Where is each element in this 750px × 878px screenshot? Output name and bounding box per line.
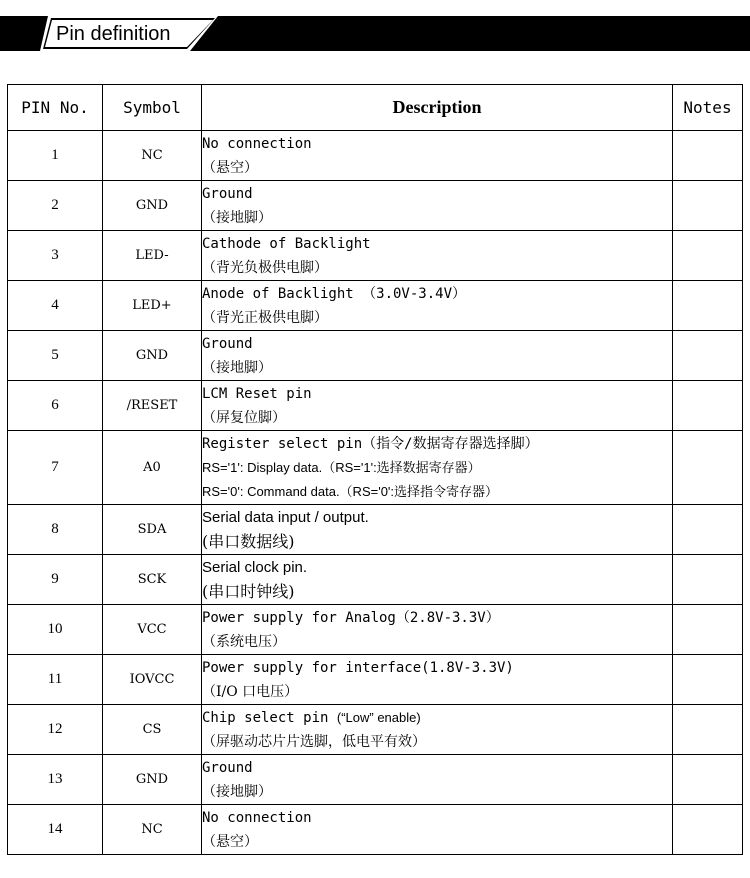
pin-description: [202, 705, 673, 755]
description-line: （屏驱动芯片片选脚，低电平有效）: [202, 733, 426, 750]
pin-notes: [673, 131, 743, 181]
pin-description: [202, 131, 673, 181]
description-line: Register select pin（指令/数据寄存器选择脚）: [202, 435, 539, 452]
description-line: Ground: [202, 185, 253, 202]
col-header-symbol: Symbol: [103, 85, 202, 131]
pin-notes: [673, 555, 743, 605]
description-line: (串口数据线): [202, 531, 295, 551]
col-header-pin-no: PIN No.: [8, 85, 103, 131]
pin-number: 2: [8, 181, 103, 231]
page-title: Pin definition: [56, 23, 171, 45]
table-row: [8, 331, 743, 381]
description-line: （I/O 口电压）: [202, 683, 299, 700]
col-header-notes: Notes: [673, 85, 743, 131]
description-line: Serial clock pin.: [202, 558, 308, 576]
pin-symbol: LED-: [103, 231, 202, 281]
pin-notes: [673, 331, 743, 381]
pin-number: 4: [8, 281, 103, 331]
description-line: （屏复位脚）: [202, 409, 286, 426]
pin-notes: [673, 181, 743, 231]
pin-definition-table: [7, 84, 743, 855]
description-line: （背光正极供电脚）: [202, 309, 328, 326]
pin-number: 14: [8, 805, 103, 855]
description-line: （悬空）: [202, 159, 258, 176]
description-line: Anode of Backlight （3.0V-3.4V）: [202, 285, 467, 302]
pin-description: [202, 431, 673, 505]
pin-notes: [673, 281, 743, 331]
table-row: [8, 605, 743, 655]
description-line: （接地脚）: [202, 783, 272, 800]
table-row: [8, 131, 743, 181]
pin-symbol: SCK: [103, 555, 202, 605]
pin-description: [202, 381, 673, 431]
table-row: [8, 505, 743, 555]
pin-notes: [673, 705, 743, 755]
pin-description: [202, 655, 673, 705]
pin-symbol: A0: [103, 431, 202, 505]
pin-number: 5: [8, 331, 103, 381]
pin-number: 7: [8, 431, 103, 505]
description-line: LCM Reset pin: [202, 385, 312, 402]
pin-description: [202, 181, 673, 231]
pin-notes: [673, 381, 743, 431]
description-line: No connection: [202, 809, 312, 826]
description-line: (串口时钟线): [202, 581, 295, 601]
table-row: [8, 281, 743, 331]
description-line: Chip select pin: [202, 709, 329, 726]
pin-description: [202, 555, 673, 605]
pin-description: [202, 231, 673, 281]
pin-number: 11: [8, 655, 103, 705]
table-row: [8, 655, 743, 705]
pin-symbol: SDA: [103, 505, 202, 555]
col-header-description: Description: [202, 85, 673, 131]
pin-description: [202, 281, 673, 331]
pin-symbol: GND: [103, 181, 202, 231]
description-line: No connection: [202, 135, 312, 152]
description-line: Ground: [202, 759, 253, 776]
pin-number: 9: [8, 555, 103, 605]
description-line: Ground: [202, 335, 253, 352]
pin-number: 6: [8, 381, 103, 431]
pin-number: 10: [8, 605, 103, 655]
pin-description: [202, 505, 673, 555]
pin-symbol: /RESET: [103, 381, 202, 431]
table-row: [8, 181, 743, 231]
pin-symbol: VCC: [103, 605, 202, 655]
table-row: [8, 381, 743, 431]
description-line: Power supply for interface(1.8V-3.3V): [202, 659, 514, 676]
pin-number: 12: [8, 705, 103, 755]
pin-description: [202, 805, 673, 855]
pin-notes: [673, 755, 743, 805]
pin-notes: [673, 505, 743, 555]
pin-symbol: LED+: [103, 281, 202, 331]
pin-symbol: CS: [103, 705, 202, 755]
pin-notes: [673, 231, 743, 281]
description-line: （接地脚）: [202, 359, 272, 376]
description-line: （悬空）: [202, 833, 258, 850]
description-line: （背光负极供电脚）: [202, 259, 328, 276]
pin-number: 1: [8, 131, 103, 181]
pin-notes: [673, 805, 743, 855]
pin-notes: [673, 655, 743, 705]
table-row: [8, 555, 743, 605]
table-row: [8, 231, 743, 281]
table-row: [8, 705, 743, 755]
description-line: Power supply for Analog（2.8V-3.3V）: [202, 609, 500, 626]
pin-symbol: IOVCC: [103, 655, 202, 705]
pin-number: 8: [8, 505, 103, 555]
pin-number: 3: [8, 231, 103, 281]
pin-symbol: GND: [103, 331, 202, 381]
table-row: [8, 431, 743, 505]
description-note: (“Low” enable): [336, 709, 421, 725]
pin-number: 13: [8, 755, 103, 805]
pin-symbol: NC: [103, 805, 202, 855]
table-header-row: [8, 85, 743, 131]
description-line: Cathode of Backlight: [202, 235, 371, 252]
table-row: [8, 805, 743, 855]
pin-notes: [673, 605, 743, 655]
pin-description: [202, 755, 673, 805]
description-line: Serial data input / output.: [202, 508, 369, 526]
pin-symbol: NC: [103, 131, 202, 181]
description-line: （系统电压）: [202, 633, 286, 650]
table-row: [8, 755, 743, 805]
pin-notes: [673, 431, 743, 505]
description-line: RS='1': Display data.（RS='1':选择数据寄存器）: [202, 459, 481, 475]
pin-symbol: GND: [103, 755, 202, 805]
pin-description: [202, 331, 673, 381]
description-line: （接地脚）: [202, 209, 272, 226]
description-line: RS='0': Command data.（RS='0':选择指令寄存器）: [202, 483, 499, 499]
pin-description: [202, 605, 673, 655]
